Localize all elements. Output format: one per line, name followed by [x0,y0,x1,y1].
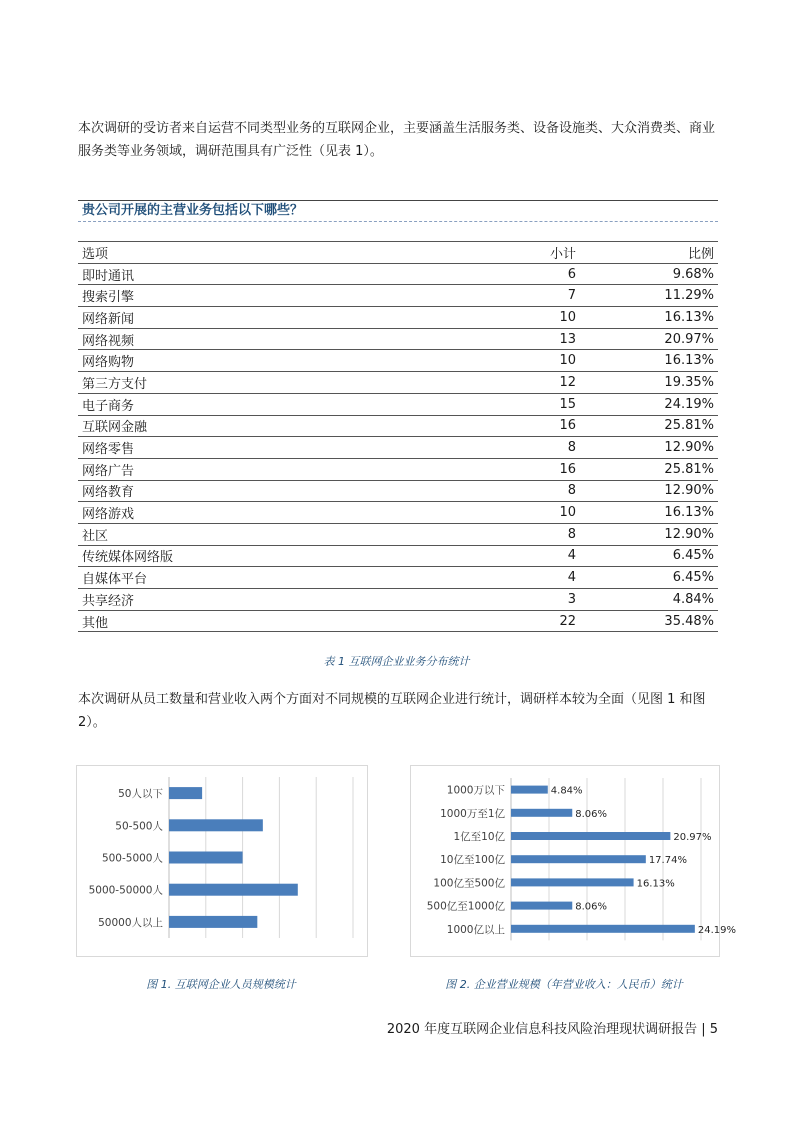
header-option: 选项 [78,242,452,264]
bar [511,832,670,840]
row-option: 电子商务 [78,393,452,415]
row-percent: 16.13% [580,307,718,329]
business-table [78,241,718,632]
row-count: 10 [452,502,580,524]
row-count: 15 [452,393,580,415]
bar [511,809,572,817]
category-label: 500-5000人 [101,852,163,865]
intro-paragraph: 本次调研的受访者来自运营不同类型业务的互联网企业，主要涵盖生活服务类、设备设施类、大众消费类、商业服务类等业务领域，调研范围具有广泛性（见表 1）。 [78,121,716,159]
table-row [78,567,718,589]
row-option: 共享经济 [78,589,452,611]
row-option: 网络广告 [78,458,452,480]
row-count: 6 [452,263,580,285]
table-caption: 表 1 互联网企业业务分布统计 [323,655,470,668]
row-percent: 19.35% [580,372,718,394]
bar [511,925,695,933]
table-row [78,263,718,285]
data-label: 24.19% [697,924,736,936]
revenue-scale-chart [410,765,736,957]
header-count: 小计 [452,242,580,264]
figure2-caption: 图 2. 企业营业规模（年营业收入：人民币）统计 [445,978,683,991]
row-percent: 25.81% [580,458,718,480]
question-title: 贵公司开展的主营业务包括以下哪些？ [78,200,718,222]
row-option: 传统媒体网络版 [78,545,452,567]
table-row [78,480,718,502]
category-label: 50人以下 [118,788,163,801]
row-percent: 16.13% [580,502,718,524]
row-percent: 12.90% [580,437,718,459]
data-label: 17.74% [648,855,687,867]
row-percent: 12.90% [580,480,718,502]
revenue-scale-chart-svg [411,766,736,956]
table-row [78,523,718,545]
table-header-row [78,242,718,264]
row-percent: 12.90% [580,523,718,545]
row-percent: 24.19% [580,393,718,415]
table-row [78,545,718,567]
staff-size-chart-svg [77,766,367,956]
header-percent: 比例 [580,242,718,264]
row-count: 10 [452,307,580,329]
row-count: 8 [452,437,580,459]
row-percent: 6.45% [580,545,718,567]
row-count: 4 [452,545,580,567]
row-count: 4 [452,567,580,589]
table-row [78,502,718,524]
bar [169,787,202,799]
table-row [78,350,718,372]
row-percent: 25.81% [580,415,718,437]
row-count: 3 [452,589,580,611]
table-row [78,610,718,632]
bar [169,884,298,896]
figure1-caption: 图 1. 互联网企业人员规模统计 [146,978,296,991]
row-count: 10 [452,350,580,372]
row-option: 即时通讯 [78,263,452,285]
row-percent: 35.48% [580,610,718,632]
table-row [78,589,718,611]
table-row [78,393,718,415]
bar [511,855,646,863]
table-row [78,415,718,437]
row-option: 网络教育 [78,480,452,502]
row-option: 社区 [78,523,452,545]
row-count: 13 [452,328,580,350]
category-label: 500亿至1000亿 [426,900,505,913]
category-label: 100亿至500亿 [433,877,505,890]
table-row [78,437,718,459]
row-option: 网络游戏 [78,502,452,524]
bar [169,916,257,928]
data-label: 4.84% [550,785,583,797]
bar [169,852,243,864]
staff-size-chart [76,765,368,957]
category-label: 50000人以上 [98,916,163,929]
row-option: 自媒体平台 [78,567,452,589]
row-count: 22 [452,610,580,632]
category-label: 1000万以下 [446,784,505,797]
row-percent: 11.29% [580,285,718,307]
row-count: 8 [452,523,580,545]
bar [169,819,263,831]
row-count: 8 [452,480,580,502]
row-option: 网络购物 [78,350,452,372]
row-percent: 6.45% [580,567,718,589]
row-percent: 9.68% [580,263,718,285]
bar [511,786,548,794]
row-percent: 16.13% [580,350,718,372]
row-option: 网络新闻 [78,307,452,329]
second-paragraph: 本次调研从员工数量和营业收入两个方面对不同规模的互联网企业进行统计，调研样本较为全面（见图 1 和图 2）。 [78,692,706,730]
table-row [78,328,718,350]
row-option: 网络零售 [78,437,452,459]
data-label: 20.97% [673,832,712,843]
category-label: 1000万至1亿 [440,807,505,820]
row-option: 搜索引擎 [78,285,452,307]
row-count: 16 [452,415,580,437]
data-label: 16.13% [636,878,675,890]
row-count: 12 [452,372,580,394]
data-label: 8.06% [575,808,608,820]
table-row [78,285,718,307]
row-option: 第三方支付 [78,372,452,394]
row-percent: 20.97% [580,328,718,350]
row-option: 其他 [78,610,452,632]
table-row [78,458,718,480]
category-label: 1000亿以上 [446,923,505,936]
category-label: 1亿至10亿 [453,831,505,843]
row-option: 互联网金融 [78,415,452,437]
row-percent: 4.84% [580,589,718,611]
category-label: 50-500人 [115,820,163,833]
bar [511,902,572,910]
row-option: 网络视频 [78,328,452,350]
category-label: 5000-50000人 [88,884,163,897]
data-label: 8.06% [575,901,608,913]
table-row [78,372,718,394]
row-count: 7 [452,285,580,307]
table-row [78,307,718,329]
category-label: 10亿至100亿 [440,854,505,867]
bar [511,878,634,886]
page-footer: 2020 年度互联网企业信息科技风险治理现状调研报告 | 5 [386,1022,718,1037]
row-count: 16 [452,458,580,480]
